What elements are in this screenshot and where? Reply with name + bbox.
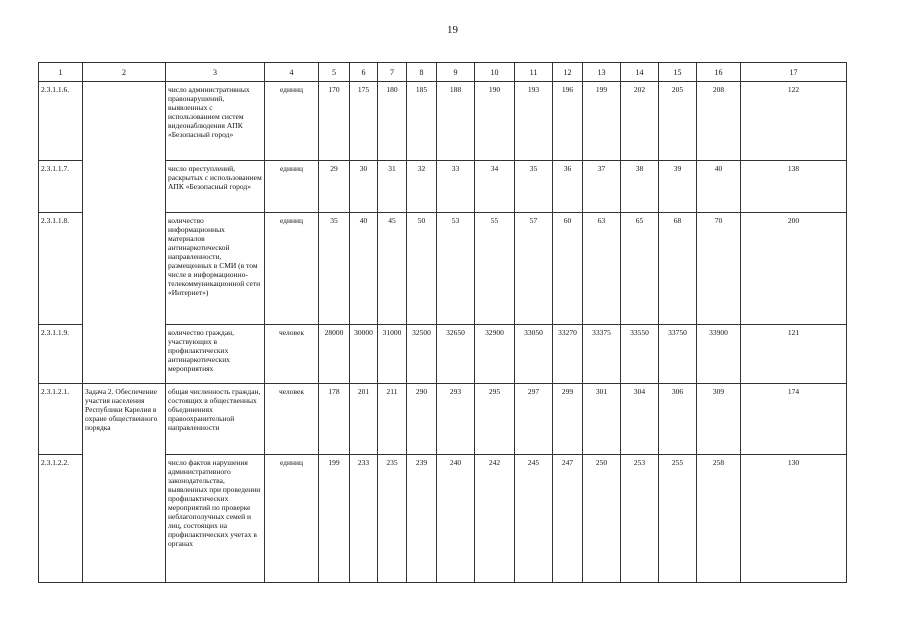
task-2-cell: Задача 2. Обеспечение участия населения Республики Карелия в охране общественного порядка [83, 384, 166, 583]
value-cell: 301 [583, 384, 621, 455]
value-cell: 31 [378, 161, 407, 213]
value-cell: 35 [319, 213, 350, 325]
value-cell: 253 [621, 455, 659, 583]
column-header: 12 [553, 63, 583, 82]
value-cell: 32900 [475, 325, 515, 384]
value-cell: 40 [697, 161, 741, 213]
column-header: 17 [741, 63, 847, 82]
value-cell: 240 [437, 455, 475, 583]
value-cell: 33 [437, 161, 475, 213]
table-row [39, 384, 847, 455]
value-cell: 205 [659, 82, 697, 161]
column-header: 13 [583, 63, 621, 82]
column-header: 2 [83, 63, 166, 82]
value-cell: 60 [553, 213, 583, 325]
value-cell: 175 [350, 82, 378, 161]
value-cell: 188 [437, 82, 475, 161]
value-cell: 33550 [621, 325, 659, 384]
column-header: 4 [265, 63, 319, 82]
value-cell: 37 [583, 161, 621, 213]
column-header: 9 [437, 63, 475, 82]
value-cell: 185 [407, 82, 437, 161]
indicator-name: число преступлений, раскрытых с использованием АПК «Безопасный город» [166, 161, 265, 213]
value-cell: 170 [319, 82, 350, 161]
unit-cell: единиц [265, 455, 319, 583]
task-cell-empty [83, 82, 166, 384]
value-cell: 180 [378, 82, 407, 161]
column-header: 11 [515, 63, 553, 82]
value-cell: 45 [378, 213, 407, 325]
value-cell: 50 [407, 213, 437, 325]
value-cell: 201 [350, 384, 378, 455]
unit-cell: единиц [265, 82, 319, 161]
value-cell: 250 [583, 455, 621, 583]
unit-cell: единиц [265, 161, 319, 213]
column-header: 14 [621, 63, 659, 82]
value-cell: 53 [437, 213, 475, 325]
value-cell: 30 [350, 161, 378, 213]
unit-cell: человек [265, 325, 319, 384]
column-header: 7 [378, 63, 407, 82]
value-cell: 30000 [350, 325, 378, 384]
row-code: 2.3.1.2.1. [39, 384, 83, 455]
value-cell: 38 [621, 161, 659, 213]
column-header: 10 [475, 63, 515, 82]
value-cell: 190 [475, 82, 515, 161]
value-cell: 130 [741, 455, 847, 583]
value-cell: 35 [515, 161, 553, 213]
value-cell: 174 [741, 384, 847, 455]
value-cell: 178 [319, 384, 350, 455]
page-number: 19 [447, 24, 458, 36]
row-code: 2.3.1.1.6. [39, 82, 83, 161]
value-cell: 32 [407, 161, 437, 213]
value-cell: 39 [659, 161, 697, 213]
column-header: 5 [319, 63, 350, 82]
indicator-name: общая численность граждан, состоящих в общественных объединениях правоохранительной направленности [166, 384, 265, 455]
value-cell: 32650 [437, 325, 475, 384]
value-cell: 193 [515, 82, 553, 161]
value-cell: 211 [378, 384, 407, 455]
value-cell: 36 [553, 161, 583, 213]
value-cell: 33270 [553, 325, 583, 384]
value-cell: 33375 [583, 325, 621, 384]
value-cell: 247 [553, 455, 583, 583]
value-cell: 199 [583, 82, 621, 161]
value-cell: 297 [515, 384, 553, 455]
row-code: 2.3.1.1.8. [39, 213, 83, 325]
column-header: 3 [166, 63, 265, 82]
value-cell: 63 [583, 213, 621, 325]
value-cell: 31000 [378, 325, 407, 384]
indicator-name: количество информационных материалов антинаркотической направленности, размещенных в СМИ (в том числе в информационно-телекоммуникационной сети «Интернет») [166, 213, 265, 325]
value-cell: 138 [741, 161, 847, 213]
row-code: 2.3.1.2.2. [39, 455, 83, 583]
unit-cell: человек [265, 384, 319, 455]
value-cell: 239 [407, 455, 437, 583]
value-cell: 304 [621, 384, 659, 455]
value-cell: 33750 [659, 325, 697, 384]
value-cell: 202 [621, 82, 659, 161]
column-header: 8 [407, 63, 437, 82]
value-cell: 290 [407, 384, 437, 455]
indicator-name: количество граждан, участвующих в профилактических антинаркотических мероприятиях [166, 325, 265, 384]
value-cell: 245 [515, 455, 553, 583]
value-cell: 233 [350, 455, 378, 583]
value-cell: 68 [659, 213, 697, 325]
value-cell: 258 [697, 455, 741, 583]
indicator-name: число административных правонарушений, выявленных с использованием систем видеонаблюдения АПК «Безопасный город» [166, 82, 265, 161]
value-cell: 33900 [697, 325, 741, 384]
value-cell: 255 [659, 455, 697, 583]
value-cell: 208 [697, 82, 741, 161]
value-cell: 200 [741, 213, 847, 325]
column-header: 6 [350, 63, 378, 82]
row-code: 2.3.1.1.7. [39, 161, 83, 213]
column-header: 15 [659, 63, 697, 82]
value-cell: 122 [741, 82, 847, 161]
value-cell: 32500 [407, 325, 437, 384]
row-code: 2.3.1.1.9. [39, 325, 83, 384]
value-cell: 28000 [319, 325, 350, 384]
table-row [39, 82, 847, 161]
indicator-name: число фактов нарушения административного законодательства, выявленных при проведении профилактических мероприятий по проверке неблагополучных семей и лиц, состоящих на профилактических учетах в органах [166, 455, 265, 583]
column-header: 1 [39, 63, 83, 82]
indicators-table [38, 62, 847, 583]
value-cell: 40 [350, 213, 378, 325]
value-cell: 34 [475, 161, 515, 213]
value-cell: 293 [437, 384, 475, 455]
value-cell: 55 [475, 213, 515, 325]
value-cell: 70 [697, 213, 741, 325]
value-cell: 299 [553, 384, 583, 455]
value-cell: 295 [475, 384, 515, 455]
value-cell: 199 [319, 455, 350, 583]
value-cell: 235 [378, 455, 407, 583]
unit-cell: единиц [265, 213, 319, 325]
value-cell: 121 [741, 325, 847, 384]
value-cell: 306 [659, 384, 697, 455]
value-cell: 196 [553, 82, 583, 161]
value-cell: 57 [515, 213, 553, 325]
value-cell: 29 [319, 161, 350, 213]
value-cell: 242 [475, 455, 515, 583]
column-header: 16 [697, 63, 741, 82]
value-cell: 309 [697, 384, 741, 455]
value-cell: 65 [621, 213, 659, 325]
table-header-row [39, 63, 847, 82]
value-cell: 33050 [515, 325, 553, 384]
